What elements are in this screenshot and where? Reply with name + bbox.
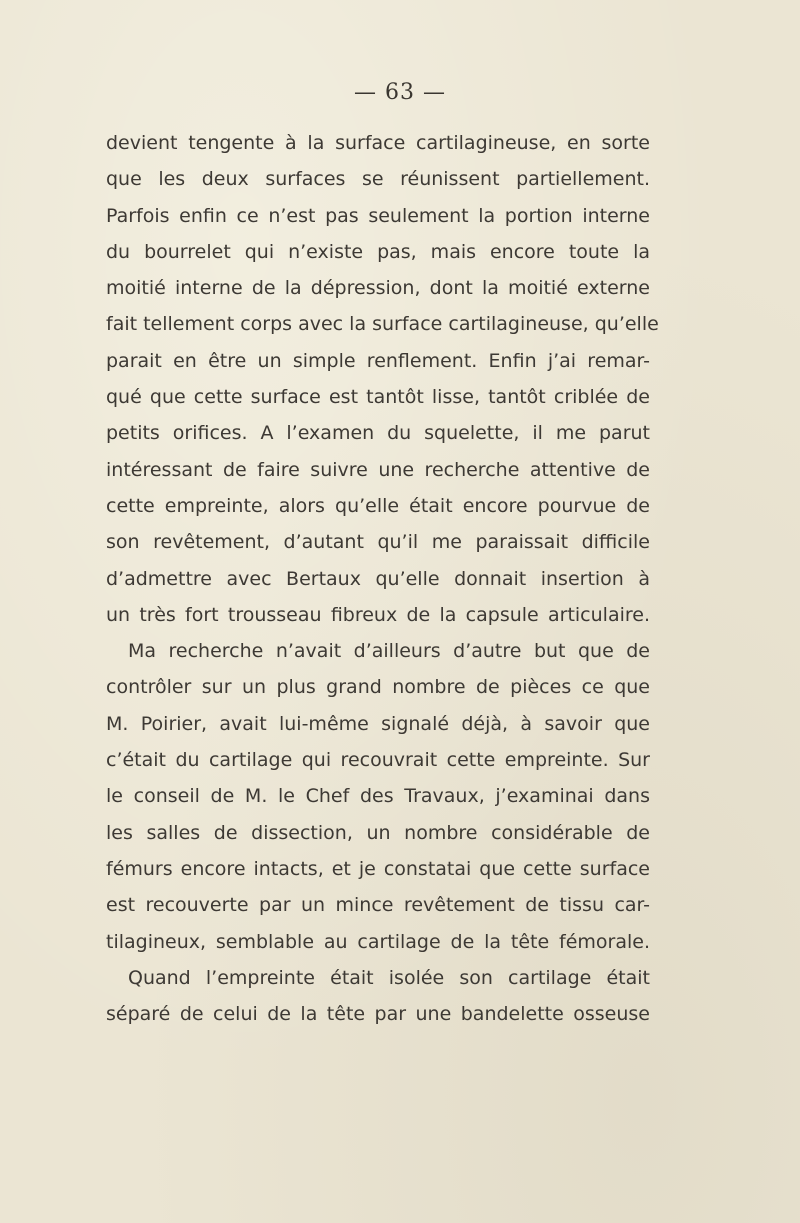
text-line: du bourrelet qui n’existe pas, mais encore toute la xyxy=(106,240,650,263)
text-line: son revêtement, d’autant qu’il me paraissait difficile xyxy=(106,531,650,554)
text-line: est recouverte par un mince revêtement de tissu car- xyxy=(106,894,650,917)
text-line: moitié interne de la dépression, dont la moitié externe xyxy=(106,277,650,300)
text-line: c’était du cartilage qui recouvrait cette empreinte. Sur xyxy=(106,749,650,772)
text-line: fémurs encore intacts, et je constatai que cette surface xyxy=(106,857,650,880)
text-line: les salles de dissection, un nombre considérable de xyxy=(106,821,650,844)
text-line: d’admettre avec Bertaux qu’elle donnait insertion à xyxy=(106,567,650,590)
text-line: tilagineux, semblable au cartilage de la tête fémorale. xyxy=(106,930,650,953)
text-line: intéressant de faire suivre une recherche attentive de xyxy=(106,458,650,481)
text-line: Quand l’empreinte était isolée son cartilage était xyxy=(128,966,650,989)
text-line: fait tellement corps avec la surface cartilagineuse, qu’elle xyxy=(106,313,659,336)
text-line: M. Poirier, avait lui-même signalé déjà, à savoir que xyxy=(106,712,650,735)
body-text xyxy=(106,125,659,1032)
text-line: que les deux surfaces se réunissent partiellement. xyxy=(106,168,650,191)
text-line: qué que cette surface est tantôt lisse, tantôt criblée de xyxy=(106,386,650,409)
text-line: Ma recherche n’avait d’ailleurs d’autre but que de xyxy=(128,640,650,663)
text-line: Parfois enfin ce n’est pas seulement la portion interne xyxy=(106,204,650,227)
text-line: un très fort trousseau fibreux de la capsule articulaire. xyxy=(106,603,650,626)
text-line: cette empreinte, alors qu’elle était encore pourvue de xyxy=(106,494,650,517)
text-line: contrôler sur un plus grand nombre de pièces ce que xyxy=(106,676,650,699)
text-line: parait en être un simple renflement. Enfin j’ai remar- xyxy=(106,349,650,372)
text-line: devient tengente à la surface cartilagineuse, en sorte xyxy=(106,132,650,154)
text-line: le conseil de M. le Chef des Travaux, j’examinai dans xyxy=(106,785,650,808)
page-number: — 63 — xyxy=(354,80,446,105)
text-line: petits orifices. A l’examen du squelette, il me parut xyxy=(106,422,650,445)
text-line: séparé de celui de la tête par une bandelette osseuse xyxy=(106,1003,650,1026)
